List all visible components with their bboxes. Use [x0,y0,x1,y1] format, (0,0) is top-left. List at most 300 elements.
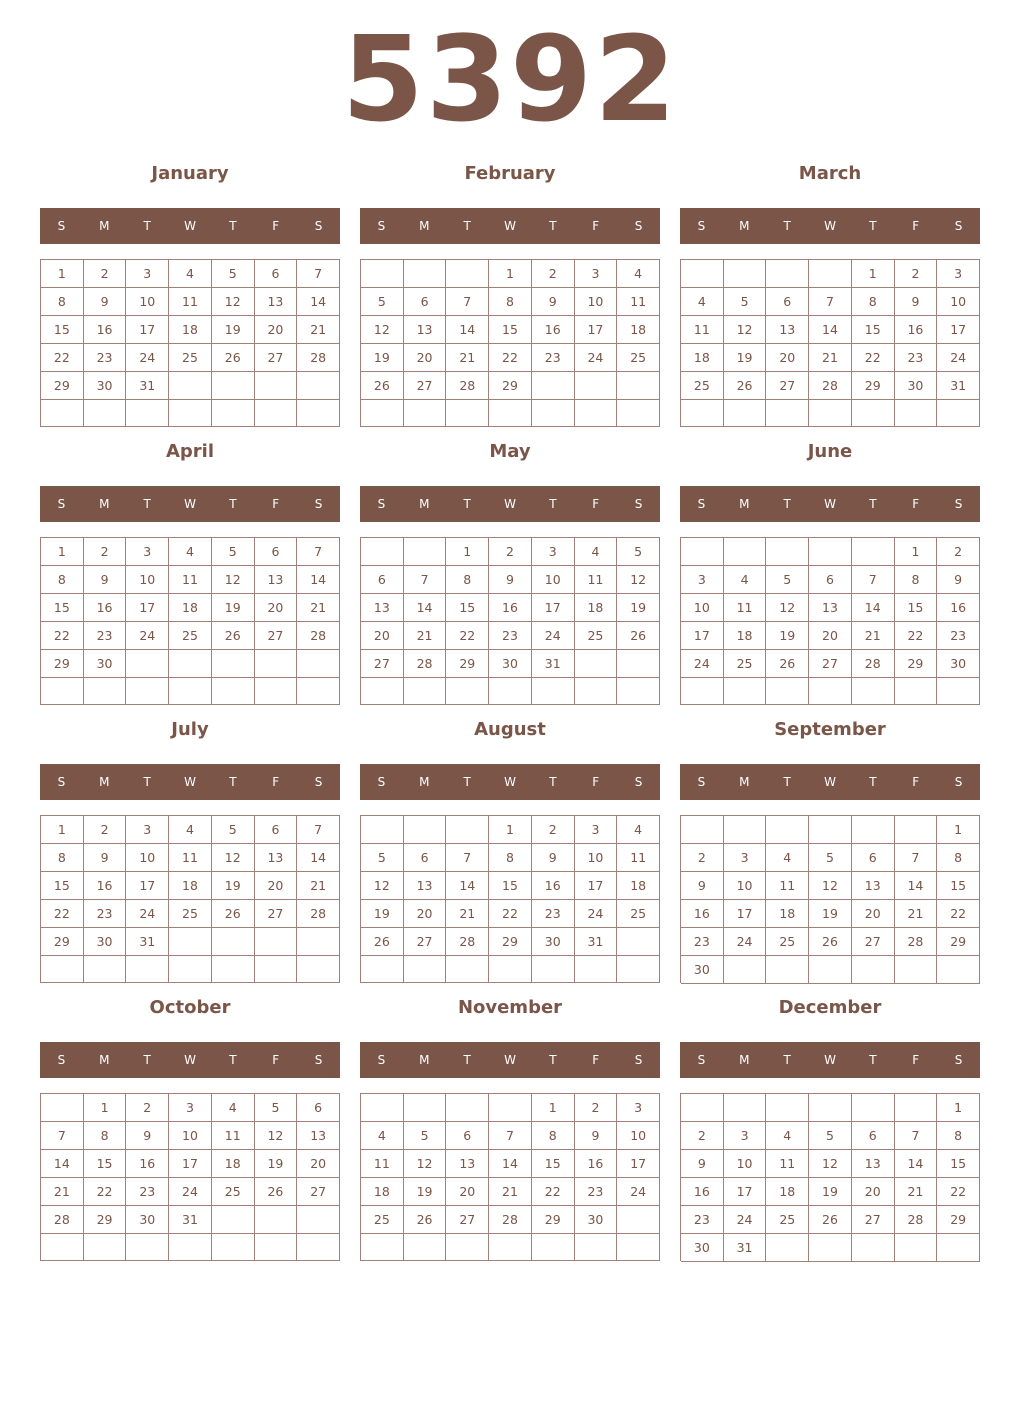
day-cell: 29 [41,372,84,400]
day-cell [361,260,404,288]
weekday-header [360,764,660,800]
weekday-label: W [184,219,196,233]
month-title: March [798,163,862,184]
day-cell: 21 [852,622,895,650]
day-cell: 27 [852,1206,895,1234]
day-cell: 11 [169,566,212,594]
weekday-label: T [549,1053,557,1067]
day-cell [724,260,767,288]
weekday-label: T [869,775,877,789]
weekday-label: S [634,219,643,233]
day-cell: 8 [895,566,938,594]
weekday-label: S [954,497,963,511]
day-cell: 27 [852,928,895,956]
day-cell: 18 [169,594,212,622]
day-cell [361,538,404,566]
weekday-label: S [954,219,963,233]
day-cell: 7 [895,1122,938,1150]
day-cell [681,260,724,288]
day-cell: 25 [617,900,660,928]
day-cell: 1 [41,816,84,844]
day-cell: 26 [212,622,255,650]
day-grid [40,1093,340,1261]
day-grid [360,259,660,427]
day-cell: 28 [297,622,340,650]
day-cell [41,1094,84,1122]
day-cell: 13 [852,872,895,900]
day-cell: 7 [446,844,489,872]
month-title: April [165,441,215,462]
day-cell: 24 [169,1178,212,1206]
day-cell [169,400,212,427]
day-cell [489,956,532,983]
day-cell: 22 [937,900,980,928]
day-cell: 11 [212,1122,255,1150]
day-cell: 22 [489,900,532,928]
weekday-label: F [912,497,920,511]
weekday-header [680,764,980,800]
day-cell [766,1234,809,1262]
day-cell: 17 [724,900,767,928]
day-cell [404,816,447,844]
day-cell [489,400,532,427]
day-cell: 16 [937,594,980,622]
weekday-label: W [504,219,516,233]
day-cell: 24 [724,1206,767,1234]
day-cell: 10 [126,844,169,872]
day-cell: 4 [617,260,660,288]
day-cell: 18 [617,316,660,344]
day-cell: 3 [681,566,724,594]
weekday-label: T [783,497,791,511]
day-cell: 16 [681,1178,724,1206]
day-cell: 11 [575,566,618,594]
day-cell [489,1234,532,1261]
day-cell: 2 [895,260,938,288]
day-cell: 8 [489,844,532,872]
day-cell [766,816,809,844]
day-cell: 9 [84,566,127,594]
day-cell [446,678,489,705]
day-cell: 21 [41,1178,84,1206]
day-cell: 21 [809,344,852,372]
day-cell [169,650,212,678]
day-cell [212,1206,255,1234]
month-title: January [151,163,229,184]
day-cell: 22 [446,622,489,650]
day-cell: 23 [532,344,575,372]
day-cell: 5 [212,260,255,288]
day-cell: 1 [532,1094,575,1122]
day-cell: 23 [489,622,532,650]
weekday-label: M [99,219,110,233]
day-cell: 3 [126,816,169,844]
day-cell: 29 [84,1206,127,1234]
day-cell [809,400,852,427]
weekday-label: M [99,1053,110,1067]
day-cell: 22 [937,1178,980,1206]
day-cell: 30 [84,650,127,678]
day-cell [41,678,84,705]
day-cell: 24 [724,928,767,956]
day-cell [404,956,447,983]
day-cell: 26 [212,344,255,372]
day-cell: 6 [255,538,298,566]
weekday-label: S [314,1053,323,1067]
weekday-label: W [824,1053,836,1067]
day-cell: 10 [681,594,724,622]
day-cell: 17 [681,622,724,650]
day-cell: 23 [126,1178,169,1206]
day-cell: 13 [404,316,447,344]
day-cell [212,678,255,705]
day-cell: 25 [361,1206,404,1234]
day-cell [361,956,404,983]
weekday-label: M [739,775,750,789]
day-cell: 7 [809,288,852,316]
day-cell [681,678,724,705]
weekday-header [40,1042,340,1078]
weekday-label: T [549,497,557,511]
day-cell [361,678,404,705]
day-cell [895,678,938,705]
weekday-header [680,208,980,244]
day-cell: 13 [361,594,404,622]
day-cell [404,678,447,705]
day-cell: 4 [169,538,212,566]
day-cell: 23 [575,1178,618,1206]
day-cell: 27 [255,622,298,650]
day-cell: 14 [489,1150,532,1178]
day-cell [532,956,575,983]
day-cell: 14 [446,316,489,344]
day-cell [575,400,618,427]
day-cell: 14 [895,872,938,900]
day-cell: 31 [169,1206,212,1234]
day-cell: 29 [41,650,84,678]
day-cell [766,400,809,427]
day-cell: 31 [126,372,169,400]
day-cell [212,400,255,427]
weekday-label: S [634,497,643,511]
day-cell: 27 [404,928,447,956]
day-cell: 2 [681,1122,724,1150]
day-cell [126,956,169,983]
month-title: December [778,997,882,1018]
day-cell: 13 [255,288,298,316]
day-cell: 25 [212,1178,255,1206]
day-cell: 12 [724,316,767,344]
day-cell [766,956,809,984]
day-cell: 3 [617,1094,660,1122]
day-cell: 28 [852,650,895,678]
day-cell: 31 [724,1234,767,1262]
day-cell: 3 [532,538,575,566]
weekday-label: T [143,1053,151,1067]
day-cell: 30 [681,956,724,984]
day-cell [681,538,724,566]
day-cell: 29 [41,928,84,956]
day-cell: 13 [255,844,298,872]
day-cell: 25 [617,344,660,372]
day-cell: 14 [297,844,340,872]
day-cell [895,400,938,427]
day-cell: 29 [852,372,895,400]
weekday-label: S [697,775,706,789]
day-cell: 3 [937,260,980,288]
day-cell: 16 [532,872,575,900]
day-cell: 16 [126,1150,169,1178]
day-cell: 27 [361,650,404,678]
day-cell: 16 [532,316,575,344]
weekday-header [360,1042,660,1078]
weekday-label: M [419,497,430,511]
day-cell: 17 [937,316,980,344]
day-cell: 23 [84,622,127,650]
month-title: February [464,163,556,184]
day-cell: 17 [126,594,169,622]
day-cell: 25 [724,650,767,678]
weekday-label: T [549,775,557,789]
weekday-label: S [314,219,323,233]
day-cell: 31 [575,928,618,956]
day-cell [446,816,489,844]
day-cell [361,1094,404,1122]
weekday-label: F [912,775,920,789]
day-cell: 23 [681,1206,724,1234]
day-cell [297,1206,340,1234]
day-grid [360,1093,660,1261]
day-cell [617,956,660,983]
day-cell: 10 [724,1150,767,1178]
day-cell: 19 [809,1178,852,1206]
weekday-label: W [824,497,836,511]
day-cell: 16 [84,594,127,622]
weekday-label: W [504,497,516,511]
weekday-label: W [184,775,196,789]
day-cell: 1 [895,538,938,566]
day-cell: 8 [937,1122,980,1150]
day-cell: 14 [297,566,340,594]
day-cell [255,1234,298,1261]
day-grid [360,537,660,705]
weekday-label: M [739,219,750,233]
day-cell: 17 [575,316,618,344]
day-cell: 15 [41,872,84,900]
day-cell: 7 [404,566,447,594]
weekday-label: T [869,497,877,511]
day-cell [489,678,532,705]
day-cell [169,372,212,400]
day-cell: 28 [297,344,340,372]
day-cell: 31 [126,928,169,956]
day-cell [724,538,767,566]
day-cell [446,956,489,983]
day-cell: 28 [446,372,489,400]
day-cell: 1 [446,538,489,566]
day-cell [255,956,298,983]
day-cell: 15 [937,1150,980,1178]
day-cell: 11 [617,288,660,316]
day-cell: 11 [169,844,212,872]
day-cell: 30 [489,650,532,678]
day-cell: 30 [681,1234,724,1262]
day-cell [361,1234,404,1261]
day-grid [680,537,980,705]
day-cell [212,956,255,983]
day-cell: 4 [617,816,660,844]
weekday-header [680,1042,980,1078]
weekday-label: W [184,497,196,511]
day-cell: 6 [255,260,298,288]
day-cell [852,400,895,427]
day-cell [852,1094,895,1122]
day-cell: 4 [766,844,809,872]
day-cell: 12 [361,316,404,344]
day-cell: 14 [895,1150,938,1178]
day-cell [297,956,340,983]
day-cell: 24 [575,900,618,928]
day-cell: 16 [489,594,532,622]
day-cell: 9 [84,288,127,316]
day-cell: 20 [255,594,298,622]
day-cell [84,956,127,983]
weekday-label: W [824,219,836,233]
day-cell: 5 [766,566,809,594]
day-cell: 15 [532,1150,575,1178]
day-cell: 1 [84,1094,127,1122]
day-cell: 30 [84,928,127,956]
day-cell [852,816,895,844]
day-cell [809,538,852,566]
day-cell: 24 [575,344,618,372]
day-cell: 20 [852,1178,895,1206]
day-cell: 31 [937,372,980,400]
weekday-label: S [57,1053,66,1067]
day-cell: 2 [489,538,532,566]
day-cell: 12 [212,566,255,594]
day-cell: 18 [361,1178,404,1206]
weekday-label: S [377,1053,386,1067]
weekday-label: T [463,497,471,511]
month-title: November [457,997,563,1018]
day-cell [895,956,938,984]
day-cell: 2 [84,538,127,566]
day-cell [681,400,724,427]
day-cell: 1 [489,816,532,844]
day-cell: 23 [681,928,724,956]
day-cell: 9 [895,288,938,316]
day-cell: 15 [937,872,980,900]
weekday-label: W [504,775,516,789]
weekday-label: S [377,775,386,789]
day-cell: 25 [169,900,212,928]
day-cell: 19 [361,344,404,372]
day-cell: 22 [84,1178,127,1206]
day-cell [724,678,767,705]
weekday-label: F [592,219,600,233]
month-title: September [774,719,886,740]
day-cell [617,1206,660,1234]
weekday-label: M [739,497,750,511]
weekday-label: W [184,1053,196,1067]
weekday-label: S [697,219,706,233]
day-cell [575,678,618,705]
weekday-header [40,764,340,800]
day-cell [297,1234,340,1261]
day-cell [809,956,852,984]
day-cell: 22 [532,1178,575,1206]
day-cell: 4 [212,1094,255,1122]
day-cell: 9 [489,566,532,594]
day-cell [809,678,852,705]
day-cell: 24 [126,344,169,372]
day-cell: 5 [361,844,404,872]
day-cell: 22 [41,900,84,928]
day-cell: 20 [361,622,404,650]
day-cell [766,260,809,288]
day-cell: 9 [532,288,575,316]
weekday-label: F [592,775,600,789]
day-cell [169,678,212,705]
weekday-label: W [504,1053,516,1067]
day-cell: 22 [895,622,938,650]
day-cell: 4 [169,260,212,288]
day-cell: 6 [852,1122,895,1150]
day-cell: 21 [895,900,938,928]
day-cell [126,650,169,678]
day-cell: 24 [126,900,169,928]
day-cell: 8 [41,844,84,872]
day-cell: 5 [809,844,852,872]
day-cell: 22 [489,344,532,372]
day-cell: 29 [489,928,532,956]
day-cell [404,1234,447,1261]
day-cell [446,260,489,288]
weekday-label: T [463,1053,471,1067]
day-cell: 24 [126,622,169,650]
day-cell: 29 [532,1206,575,1234]
day-cell: 21 [404,622,447,650]
day-cell: 6 [852,844,895,872]
day-cell: 24 [681,650,724,678]
day-cell: 18 [766,1178,809,1206]
day-cell: 9 [681,1150,724,1178]
day-cell [126,1234,169,1261]
day-cell [169,928,212,956]
weekday-label: F [912,1053,920,1067]
day-cell [255,928,298,956]
day-cell: 28 [446,928,489,956]
day-cell: 8 [852,288,895,316]
day-cell: 2 [937,538,980,566]
day-cell: 21 [895,1178,938,1206]
day-cell: 28 [809,372,852,400]
day-cell [41,956,84,983]
day-cell: 29 [489,372,532,400]
day-cell: 12 [404,1150,447,1178]
day-cell: 16 [895,316,938,344]
day-cell: 26 [809,928,852,956]
day-cell [404,400,447,427]
month-title: June [807,441,853,462]
day-cell [617,928,660,956]
day-grid [40,537,340,705]
day-cell [126,678,169,705]
weekday-header [680,486,980,522]
day-cell: 2 [532,260,575,288]
day-cell: 10 [575,288,618,316]
